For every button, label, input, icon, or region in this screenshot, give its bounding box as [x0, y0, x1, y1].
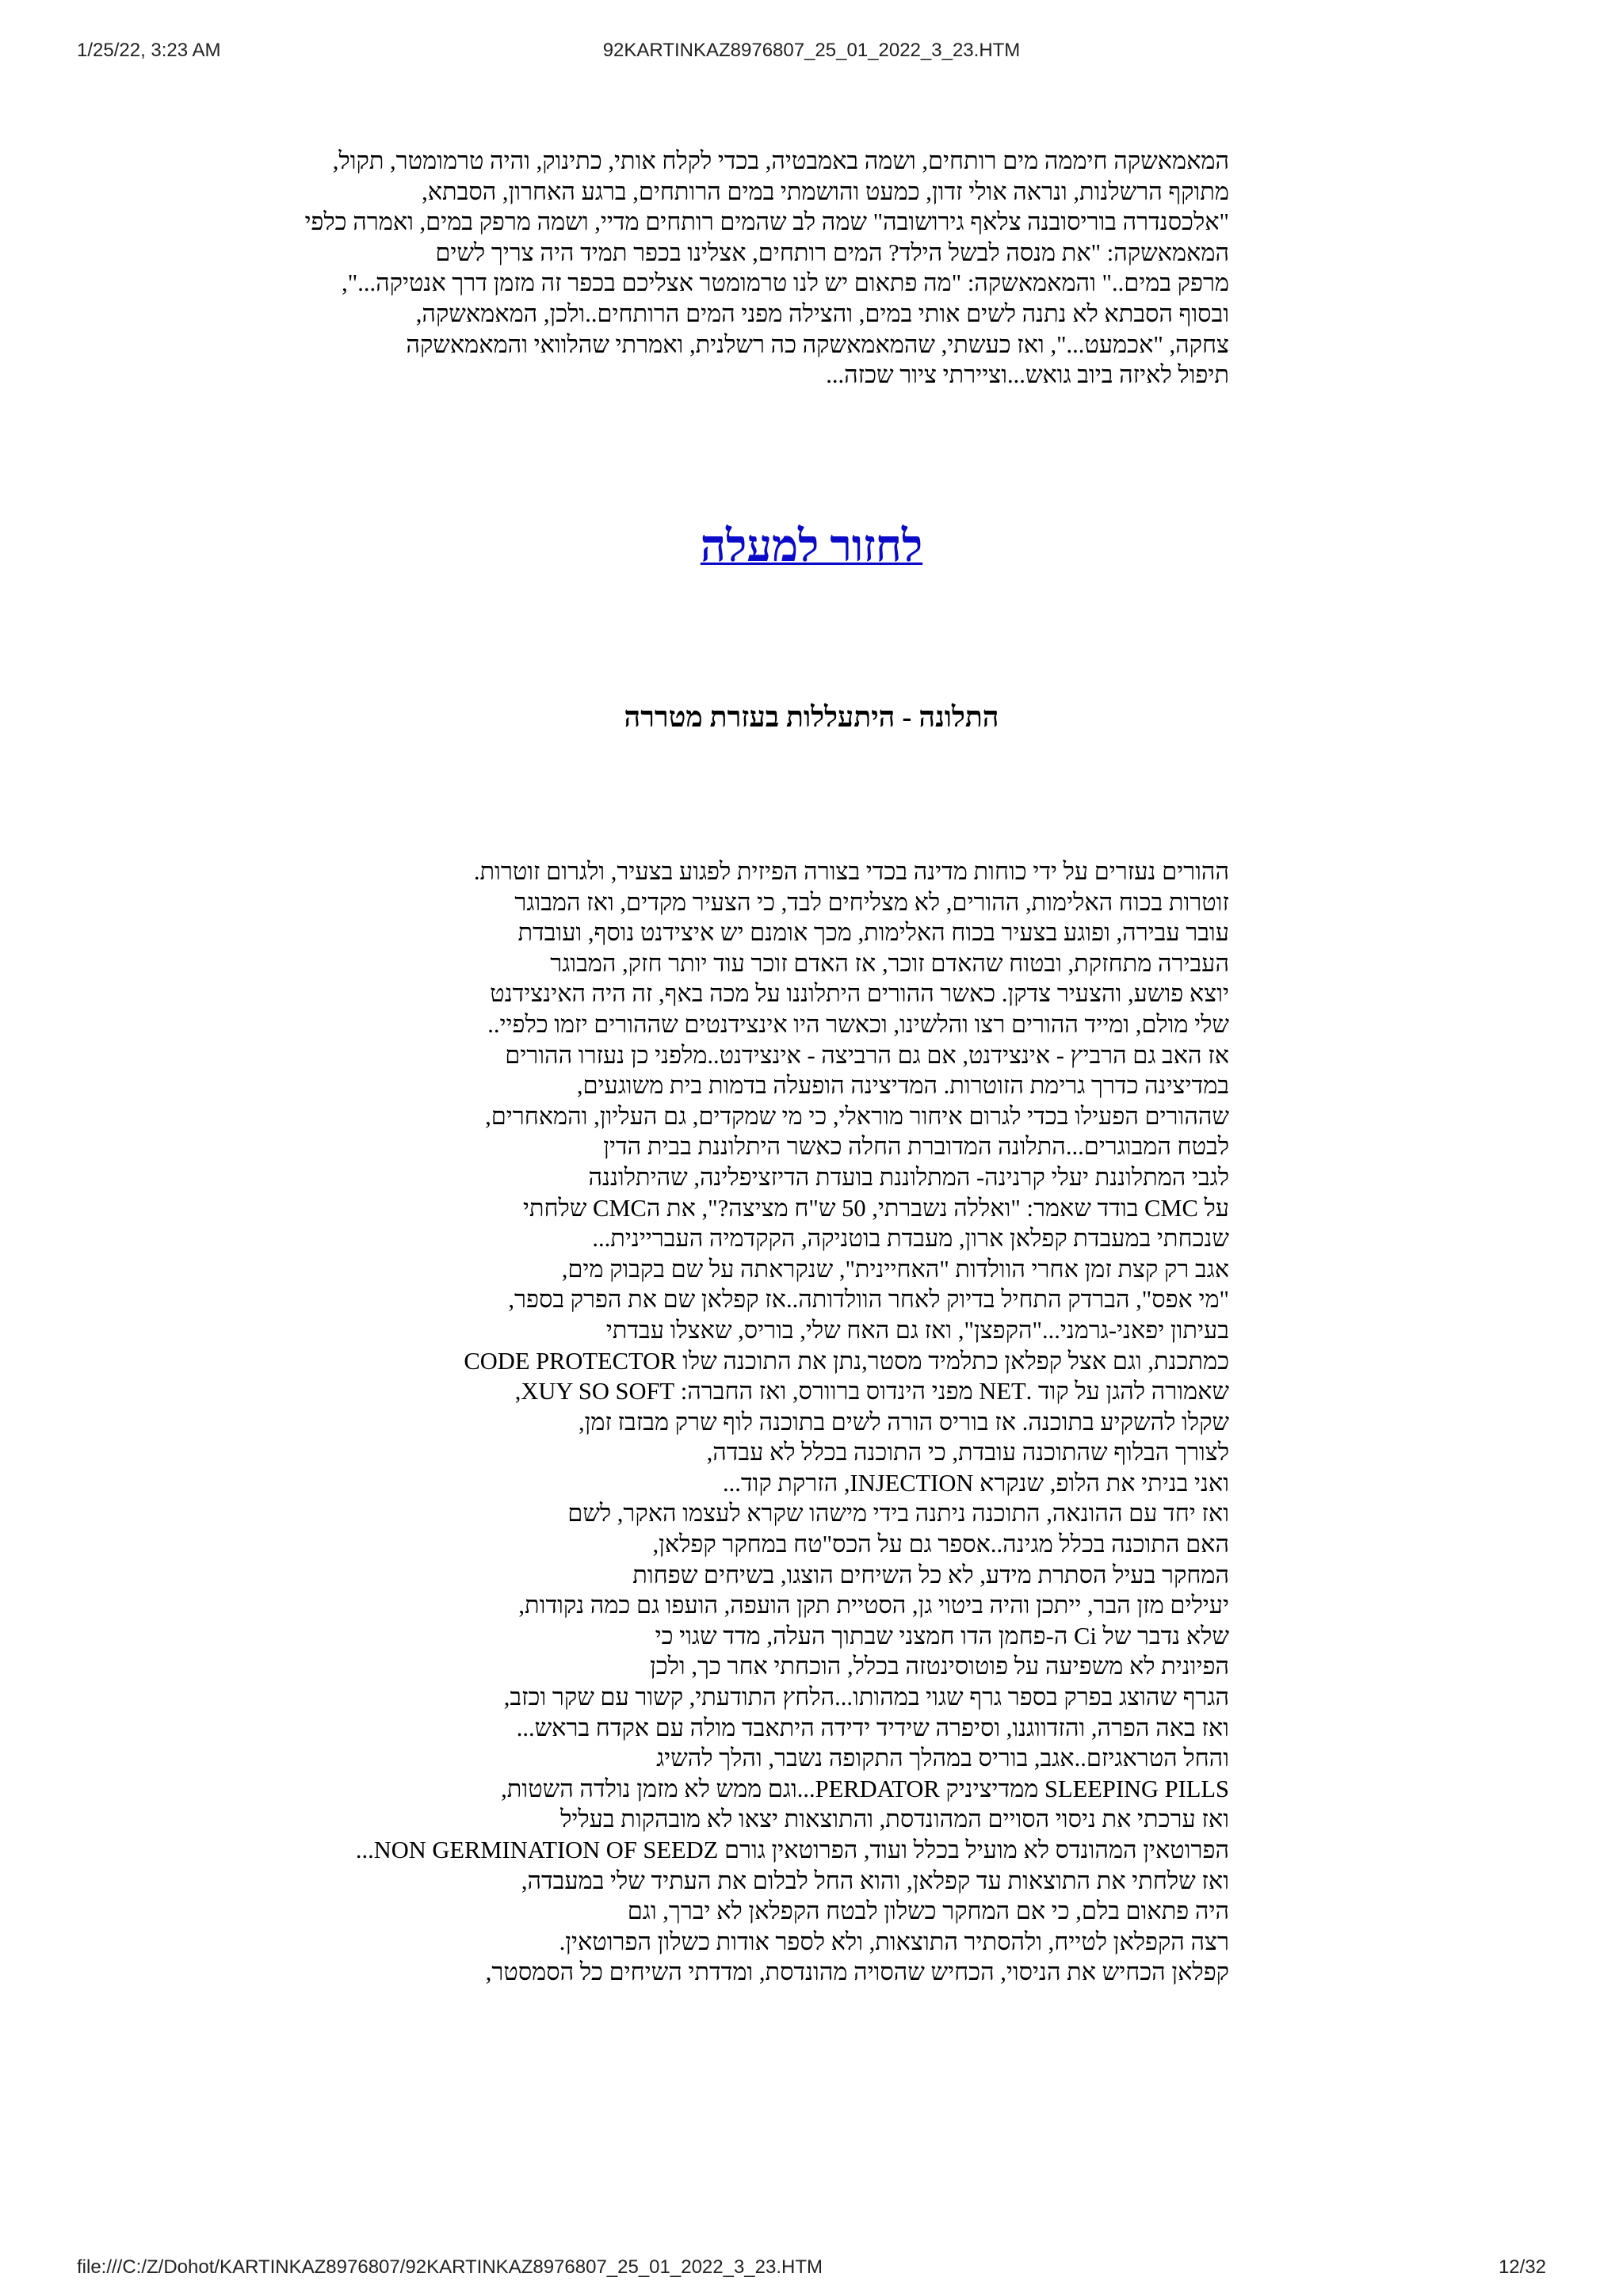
text-line: שאמורה להגן על קוד .NET מפני הינדוס ברוורס, ואז החברה: XUY SO SOFT,: [514, 1378, 1229, 1405]
text-line: ואז ערכתי את ניסוי הסויים המהונדסת, והתוצאות יצאו לא מובהקות בעליל: [560, 1806, 1229, 1833]
text-line: שלא נדבר של Ci ה-פחמן הדו חמצני שבתוך העלה, מדד שגוי כי: [655, 1622, 1229, 1650]
text-line: שנכחתי במעבדת קפלאן ארון, מעבדת בוטניקה, הקקדמיה העבריינית...: [592, 1225, 1229, 1253]
text-line: SLEEPING PILLS ממדיציניק PERDATOR...וגם ממש לא מזמן נולדה השטות,: [501, 1775, 1229, 1802]
text-line: כמתכנת, וגם אצל קפלאן כתלמיד מסטר,נתן את התוכנה שלו CODE PROTECTOR: [464, 1347, 1229, 1375]
text-line: העבירה מתחזקת, ובטוח שהאדם זוכר, אז האדם זוכר עוד יותר חזק, המבוגר: [550, 949, 1229, 977]
text-line: לצורך הבלוף שהתוכנה עובדת, כי התוכנה בכלל לא עבדה,: [706, 1439, 1229, 1466]
text-line: רצה הקפלאן לטייח, ולהסתיר התוצאות, ולא לספר אודות כשלון הפרוטאין.: [559, 1928, 1229, 1955]
text-line: בעיתון יפאני-גרמני..."הקפצן", ואז גם האח שלי, בוריס, שאצלו עבדתי: [605, 1316, 1229, 1344]
text-line: ואני בניתי את הלופ, שנקרא INJECTION, הזרקת קוד...: [723, 1469, 1229, 1497]
text-line: הפיונית לא משפיעה על פוטוסינטזה בכלל, הוכחתי אחר כך, ולכן: [649, 1653, 1229, 1680]
text-line: ובסוף הסבתא לא נתנה לשים אותי במים, והצילה מפני המים הרותחים..ולכן, המאמאשקה,: [415, 299, 1229, 327]
text-line: במדיצינה כדרך גרימת הזוטרות. המדיצינה הופעלה בדמות בית משוגעים,: [576, 1072, 1229, 1100]
text-line: לבטח המבוגרים...התלונה המדוברת החלה כאשר היתלוננת בבית הדין: [603, 1133, 1229, 1161]
text-line: והחל הטראגיזם..אגב, בוריס במהלך התקופה נשבר, והלך להשיג: [656, 1745, 1229, 1772]
text-line: המאמאשקה: "את מנסה לבשל הילד? המים רותחים, אצלינו בכפר תמיד היה צריך לשים: [435, 238, 1229, 266]
text-line: הפרוטאין המהונדס לא מועיל בכלל ועוד, הפרוטאין גורם NON GERMINATION OF SEEDZ...: [355, 1836, 1229, 1863]
print-date: 1/25/22, 3:23 AM: [77, 40, 221, 61]
text-line: ואז באה הפרה, והזדווגנו, וסיפרה שידיד ידידה היתאבד מולה עם אקדח בראש...: [516, 1714, 1229, 1741]
back-to-top-link[interactable]: לחזור למעלה: [700, 522, 923, 571]
text-line: האם התוכנה בכלל מגינה..אספר גם על הכס"טח במחקר קפלאן,: [652, 1531, 1229, 1558]
back-to-top-container: [0, 521, 1623, 572]
text-line: המחקר בעיל הסתרת מידע, לא כל השיחים הוצגו, בשיחים שפחות: [632, 1561, 1229, 1589]
text-line: אגב רק קצת זמן אחרי הוולדות "האחיינית", שנקראתה על שם בקבוק מים,: [561, 1255, 1229, 1283]
text-line: יוצא פושע, והצעיר צדקן. כאשר ההורים היתלוננו על מכה באף, זה היה האינצידנט: [490, 980, 1229, 1008]
text-line: הגרף שהוצג בפרק בספר גרף שגוי במהותו...הלחץ התודעתי, קשור עם שקר וכזב,: [503, 1684, 1229, 1711]
text-line: קפלאן הכחיש את הניסוי, הכחיש שהסויה מהונדסת, ומדדתי השיחים כל הסמסטר,: [485, 1958, 1229, 1986]
text-line: "אלכסנדרה בוריסובנה צלאף גירושובה" שמה לב שהמים רותחים מדיי, ושמה מרפק במים, ואמרה כלפי: [304, 208, 1229, 236]
text-line: מתוקף הרשלנות, ונראה אולי זדון, כמעט והושמתי במים הרותחים, ברגע האחרון, הסבתא,: [422, 177, 1229, 205]
text-line: ההורים נעזרים על ידי כוחות מדינה בכדי בצורה הפיזית לפגוע בצעיר, ולגרום זוטרות.: [473, 858, 1229, 885]
text-line: ואז שלחתי את התוצאות עד קפלאן, והוא החל לבלום את העתיד שלי במעבדה,: [521, 1867, 1229, 1894]
text-line: לגבי המתלוננת יעלי קרנינה- המתלוננת בועדת הדיזציפלינה, שהיתלוננה: [588, 1163, 1229, 1191]
text-line: מרפק במים.." והמאמאשקה: "מה פתאום יש לנו טרמומטר אצליכם בכפר זה מזמן דרך אנטיקה...",: [342, 269, 1229, 297]
print-title: 92KARTINKAZ8976807_25_01_2022_3_23.HTM: [602, 40, 1021, 61]
text-line: עובר עבירה, ופוגע בצעיר בכוח האלימות, מכך אומנם יש איצידנט נוסף, ועובדת: [517, 919, 1229, 947]
text-line: אז האב גם הרביץ - אינצידנט, אם גם הרביצה - אינצידנט..מלפני כן נעזרו ההורים: [505, 1041, 1229, 1069]
text-line: ואז יחד עם ההונאה, התוכנה ניתנה בידי מישהו שקרא לעצמו האקר, לשם: [567, 1500, 1229, 1527]
text-line: המאמאשקה חיממה מים רותחים, ושמה באמבטיה, בכדי לקלח אותי, כתינוק, והיה טרמומטר, תקול,: [332, 147, 1229, 174]
text-line: צחקה, "אכמעט...", ואז כעשתי, שהמאמאשקה כה רשלנית, ואמרתי שהלוואי והמאמאשקה: [406, 330, 1229, 358]
section-heading: התלונה - היתעללות בעזרת מטררה: [624, 701, 999, 733]
text-line: תיפול לאיזה ביוב גואש...וציירתי ציור שכזה...: [826, 361, 1229, 389]
text-line: שקלו להשקיע בתוכנה. אז בוריס הורה לשים בתוכנה לוף שרק מבזבז זמן,: [578, 1408, 1229, 1436]
complaint-paragraph: [356, 856, 1229, 1988]
text-line: יעילים מזן הבר, ייתכן והיה ביטוי גן, הסטיית תקן הועפה, הועפו גם כמה נקודות,: [518, 1592, 1229, 1619]
story-paragraph: [304, 146, 1229, 391]
text-line: זוטרות בכוח האלימות, ההורים, לא מצליחים לבד, כי הצעיר מקדים, ואז המבוגר: [514, 888, 1229, 916]
text-line: "מי אפס", הברדק התחיל בדיוק לאחר הוולדותה..אז קפלאן שם את הפרק בספר,: [508, 1286, 1229, 1314]
text-line: שההורים הפעילו בכדי לגרום איחור מוראלי, כי מי שמקדים, גם העליון, והמאחרים,: [485, 1102, 1229, 1130]
text-line: על CMC בודד שאמר: "ואללה נשברתי, 50 ש"ח מציצה?", את הCMC שלחתי: [522, 1194, 1229, 1222]
text-line: היה פתאום בלם, כי אם המחקר כשלון לבטח הקפלאן לא יברך, וגם: [627, 1897, 1229, 1925]
text-line: שלי מולם, ומייד ההורים רצו והלשינו, וכאשר היו אינצידנטים שההורים יזמו כלפיי..: [487, 1010, 1229, 1038]
page-number: 12/32: [1498, 2256, 1546, 2278]
file-path: file:///C:/Z/Dohot/KARTINKAZ8976807/92KARTINKAZ8976807_25_01_2022_3_23.HTM: [77, 2256, 823, 2278]
